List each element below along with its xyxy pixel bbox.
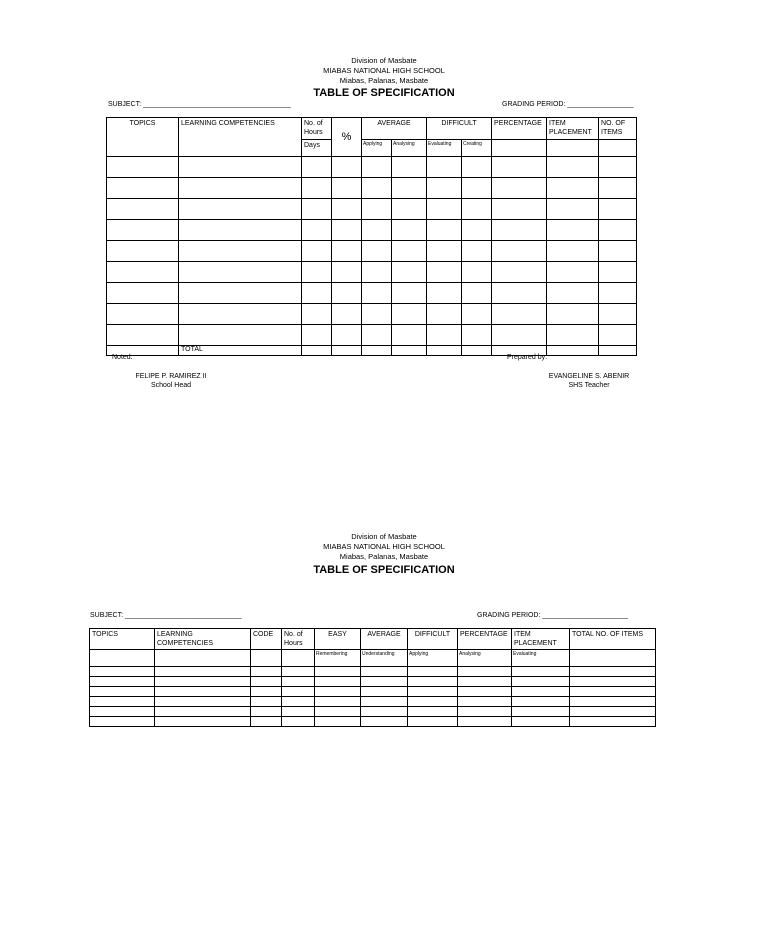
col-percentage: PERCENTAGE xyxy=(492,118,547,140)
col-applying: Applying xyxy=(362,140,392,157)
col-hours: No. of Hours xyxy=(302,118,332,140)
noted-label: Noted: xyxy=(112,354,133,361)
subject-field[interactable]: SUBJECT: ______________________________________ xyxy=(108,101,291,108)
table-row[interactable] xyxy=(107,241,637,262)
col-understanding: Understanding xyxy=(361,650,408,667)
col-topics: TOPICS xyxy=(107,118,179,157)
table-row[interactable] xyxy=(90,707,656,717)
school-address: Miabas, Palanas, Masbate xyxy=(339,552,429,561)
col-analysing: Analysing xyxy=(458,650,512,667)
col-topics: TOPICS xyxy=(90,629,155,650)
col-percent: % xyxy=(332,118,362,157)
total-label: TOTAL xyxy=(179,346,302,356)
subject-field[interactable]: SUBJECT: ______________________________ xyxy=(90,612,242,619)
school-name: MIABAS NATIONAL HIGH SCHOOL xyxy=(323,542,445,551)
signatory-school-head xyxy=(116,372,226,390)
col-evaluating: Evaluating xyxy=(427,140,462,157)
col-item-placement: ITEM PLACEMENT xyxy=(512,629,570,650)
col-total-items: TOTAL NO. OF ITEMS xyxy=(570,629,656,650)
col-average: AVERAGE xyxy=(361,629,408,650)
col-percentage: PERCENTAGE xyxy=(458,629,512,650)
division-name: Division of Masbate xyxy=(351,56,417,65)
col-days: Days xyxy=(302,140,332,157)
signatory-name: FELIPE P. RAMIREZ II xyxy=(135,373,207,380)
table-row[interactable] xyxy=(107,304,637,325)
table-row[interactable] xyxy=(90,667,656,677)
grading-period-field[interactable]: GRADING PERIOD: _________________ xyxy=(502,101,634,108)
signatory-name: EVANGELINE S. ABENIR xyxy=(548,373,630,380)
table-row[interactable] xyxy=(107,283,637,304)
table-row[interactable] xyxy=(107,220,637,241)
col-code: CODE xyxy=(251,629,282,650)
col-creating: Creating xyxy=(462,140,492,157)
signatory-teacher xyxy=(534,372,644,390)
col-remembering: Remembering xyxy=(315,650,361,667)
grading-period-field[interactable]: GRADING PERIOD: ______________________ xyxy=(477,612,628,619)
col-difficult: DIFFICULT xyxy=(427,118,492,140)
total-row xyxy=(107,346,637,356)
col-applying: Applying xyxy=(408,650,458,667)
table-row[interactable] xyxy=(90,697,656,707)
col-hours: No. of Hours xyxy=(282,629,315,650)
col-difficult: DIFFICULT xyxy=(408,629,458,650)
table-row[interactable] xyxy=(107,157,637,178)
col-average: AVERAGE xyxy=(362,118,427,140)
table-row[interactable] xyxy=(107,199,637,220)
table-row[interactable] xyxy=(90,717,656,727)
division-name: Division of Masbate xyxy=(351,532,417,541)
signatory-position: School Head xyxy=(150,382,192,389)
col-item-placement: ITEM PLACEMENT xyxy=(547,118,599,140)
specification-table-2 xyxy=(89,628,656,727)
table-row[interactable] xyxy=(90,677,656,687)
table-row[interactable] xyxy=(107,178,637,199)
table-row[interactable] xyxy=(107,325,637,346)
table-row[interactable] xyxy=(107,262,637,283)
form-title: TABLE OF SPECIFICATION xyxy=(313,564,455,576)
form-title: TABLE OF SPECIFICATION xyxy=(313,87,455,99)
col-competencies: LEARNING COMPETENCIES xyxy=(179,118,302,157)
col-evaluating: Evaluating xyxy=(512,650,570,667)
col-easy: EASY xyxy=(315,629,361,650)
school-address: Miabas, Palanas, Masbate xyxy=(339,76,429,85)
col-analysing: Analysing xyxy=(392,140,427,157)
specification-table xyxy=(106,117,637,356)
school-name: MIABAS NATIONAL HIGH SCHOOL xyxy=(323,66,445,75)
table-row[interactable] xyxy=(90,687,656,697)
prepared-by-label: Prepared by: xyxy=(507,354,548,361)
col-no-of-items: NO. OF ITEMS xyxy=(599,118,637,140)
signatory-position: SHS Teacher xyxy=(568,382,610,389)
col-competencies: LEARNING COMPETENCIES xyxy=(155,629,251,650)
